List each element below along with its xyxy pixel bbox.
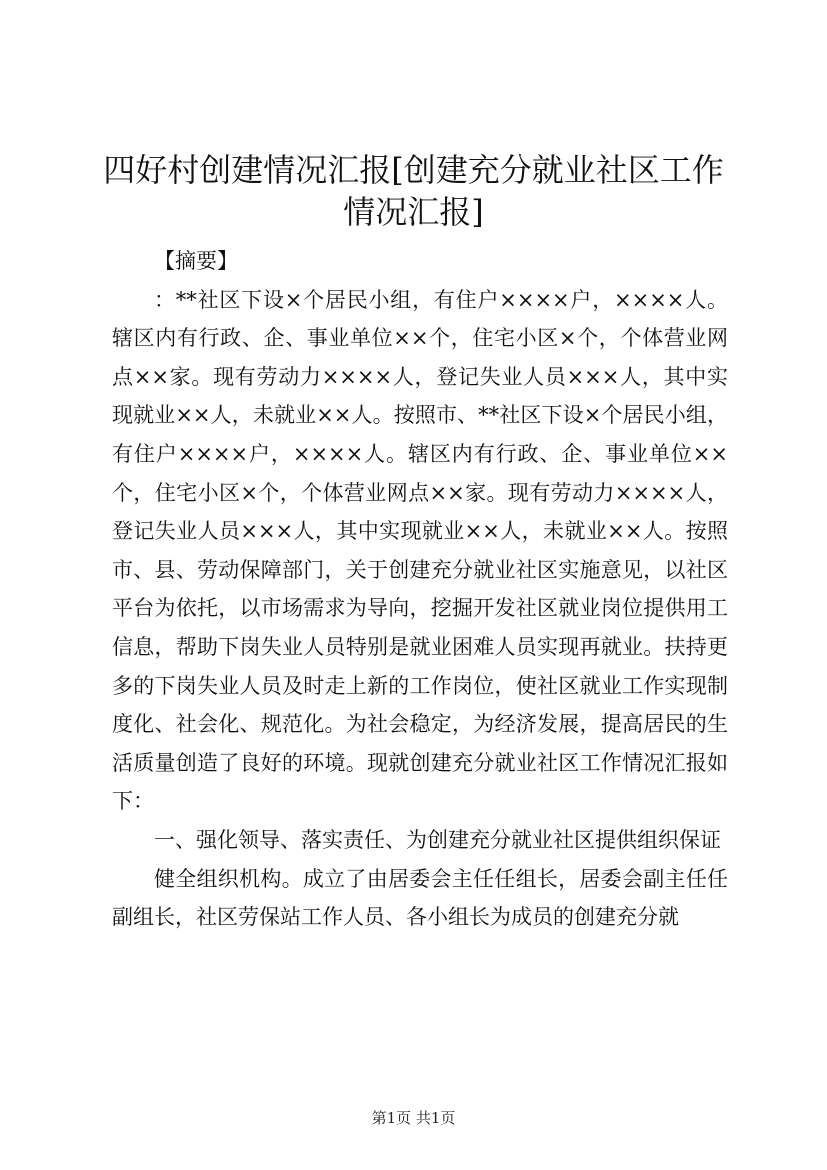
document-body <box>112 242 728 937</box>
document-title-line-1: 四好村创建情况汇报[创建充分就业社区工作 <box>103 151 724 189</box>
paragraph-organization: 健全组织机构。成立了由居委会主任任组长，居委会副主任任副组长，社区劳保站工作人员、各小组长为成员的创建充分就 <box>112 866 728 930</box>
paragraph-section-heading: 一、强化领导、落实责任、为创建充分就业社区提供组织保证 <box>154 827 721 852</box>
document-title-line-2: 情况汇报] <box>343 193 484 231</box>
page-footer: 第1页 共1页 <box>371 1109 456 1127</box>
abstract-label: 【摘要】 <box>154 249 238 273</box>
paragraph-intro: ：**社区下设×个居民小组，有住户××××户，××××人。辖区内有行政、企、事业单位××个，住宅小区×个，个体营业网点××家。现有劳动力××××人，登记失业人员×××人，其中实现就业××人，未就业××人。按照市、**社区下设×个居民小组，有住户××××户，××××人。辖区内有行政、企、事业单位××个，住宅小区×个，个体营业网点××家。现有劳动力××××人，登记失业人员×××人，其中实现就业××人，未就业××人。按照市、县、劳动保障部门，关于创建充分就业社区实施意见，以社区平台为依托，以市场需求为导向，挖掘开发社区就业岗位提供用工信息，帮助下岗失业人员特别是就业困难人员实现再就业。扶持更多的下岗失业人员及时走上新的工作岗位，使社区就业工作实现制度化、社会化、规范化。为社会稳定，为经济发展，提高居民的生活质量创造了良好的环境。现就创建充分就业社区工作情况汇报如下： <box>112 287 729 814</box>
